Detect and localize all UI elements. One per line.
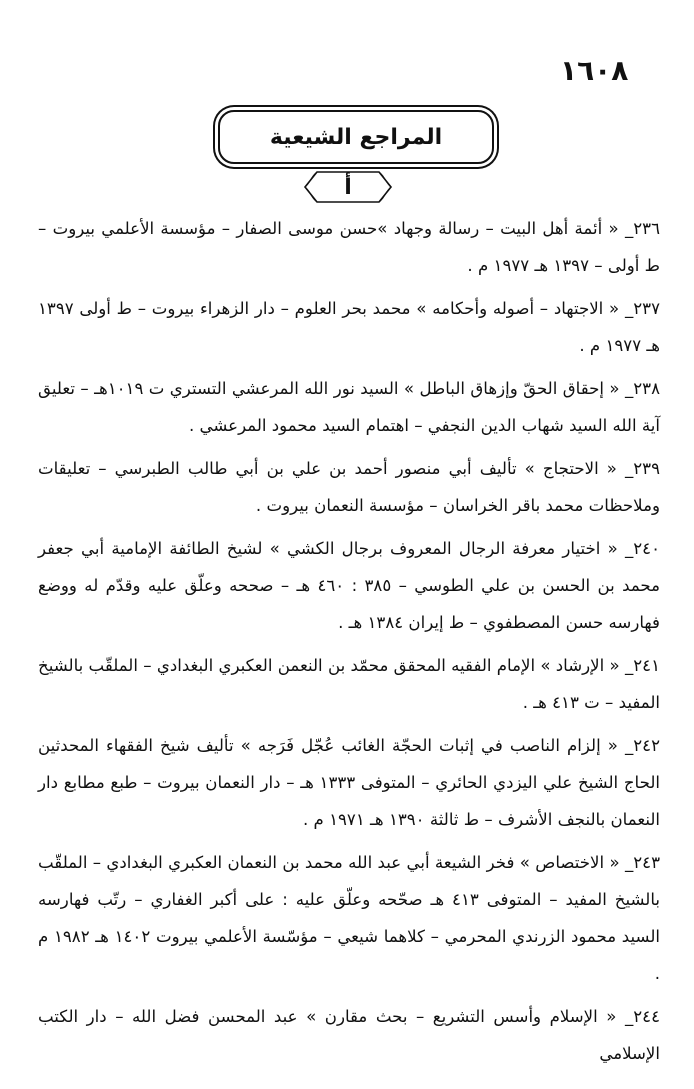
reference-entry: ٢٣٧_ « الاجتهاد – أصوله وأحكامه » محمد بحر العلوم – دار الزهراء بيروت – ط أولى ١٣٩٧ هـ ١٩٧٧ م . [38,299,660,355]
reference-entry: ٢٤٤_ « الإسلام وأسس التشريع – بحث مقارن » عبد المحسن فضل الله – دار الكتب الإسلامي [38,1007,660,1063]
reference-list [38,210,660,1078]
reference-entry: ٢٣٨_ « إحقاق الحقّ وإزهاق الباطل » السيد نور الله المرعشي التستري ت ١٠١٩هـ – تعليق آية الله السيد شهاب الدين النجفي – اهتمام السيد محمود المرعشي . [38,379,660,435]
section-title: المراجع الشيعية [218,110,494,164]
reference-entry: ٢٤٣_ « الاختصاص » فخر الشيعة أبي عبد الله محمد بن النعمان العكبري البغدادي – الملقّب بالشيخ المفيد – المتوفى ٤١٣ هـ صحّحه وعلّق عليه : على أكبر الغفاري – رتّب فهارسه السيد محمود الزرندي المحرمي – كلاهما شيعي – مؤسّسة الأعلمي بيروت ١٤٠٢ هـ ١٩٨٢ م . [38,853,661,983]
reference-entry: ٢٤٢_ « إلزام الناصب في إثبات الحجّة الغائب عُجّل فَرَجه » تأليف شيخ الفقهاء المحدثين الحاج الشيخ علي اليزدي الحائري – المتوفى ١٣٣٣ هـ – دار النعمان بيروت – طبع مطابع دار النعمان بالنجف الأشرف – ط ثالثة ١٣٩٠ هـ ١٩٧١ م . [38,736,660,829]
reference-entry: ٢٤٠_ « اختيار معرفة الرجال المعروف برجال الكشي » لشيخ الطائفة الإمامية أبي جعفر محمد بن الحسن بن علي الطوسي – ٣٨٥ : ٤٦٠ هـ – صححه وعلّق عليه وقدّم له ووضع فهارسه حسن المصطفوي – ط إيران ١٣٨٤ هـ . [38,539,661,632]
page-number: ١٦٠٨ [560,54,629,87]
reference-entry: ٢٣٩_ « الاحتجاج » تأليف أبي منصور أحمد بن علي بن أبي طالب الطبرسي – تعليقات وملاحظات محمد باقر الخراسان – مؤسسة النعمان بيروت . [38,459,660,515]
reference-entry: ٢٤١_ « الإرشاد » الإمام الفقيه المحقق محمّد بن النعمن العكبري البغدادي – الملقّب بالشيخ المفيد – ت ٤١٣ هـ . [38,656,660,712]
letter-heading [303,170,393,204]
reference-entry: ٢٣٦_ « أئمة أهل البيت – رسالة وجهاد »حسن موسى الصفار – مؤسسة الأعلمي بيروت – ط أولى – ١٣٩٧ هـ ١٩٧٧ م . [38,219,660,275]
letter-label: أ [344,174,352,200]
